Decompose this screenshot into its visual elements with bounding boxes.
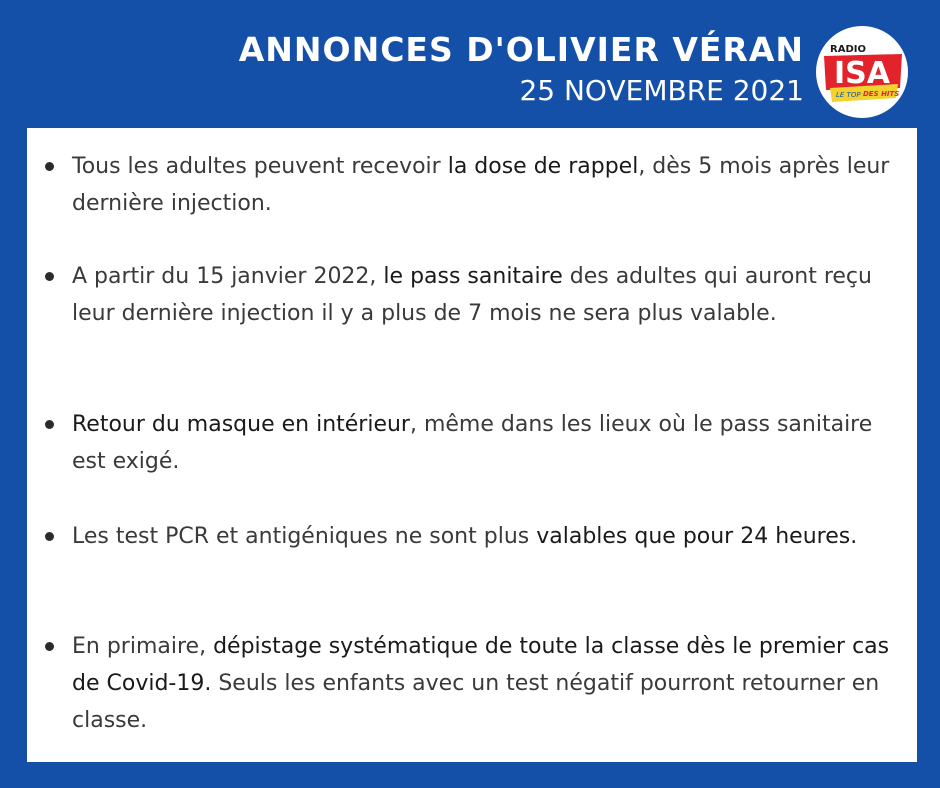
bullet-highlight: la dose de rappel (447, 154, 639, 179)
bullet-text (72, 258, 912, 332)
radio-isa-logo-graphic (816, 26, 908, 118)
header (0, 0, 940, 120)
radio-isa-logo (816, 26, 908, 118)
page-title: ANNONCES D'OLIVIER VÉRAN (238, 30, 804, 69)
bullet-text-part: , même dans les lieux où le pass sanitaire est exigé. (72, 412, 873, 474)
bullet-text (72, 628, 912, 739)
bullet-dot (45, 272, 54, 281)
bullet-highlight: Retour du masque en intérieur (72, 412, 410, 437)
bullet-text-part: En primaire, (72, 634, 214, 659)
logo-tagline-a: LE TOP (836, 91, 861, 99)
announcements-card (27, 128, 917, 762)
bullet-highlight: valables que pour 24 heures. (536, 524, 858, 549)
bullet-text-part: A partir du 15 janvier 2022, (72, 264, 384, 289)
bullet-text-part: , dès 5 mois après leur dernière injection. (72, 154, 890, 216)
bullet-text-part: Seuls les enfants avec un test négatif pourront retourner en classe. (72, 671, 880, 733)
bullet-text-part: Tous les adultes peuvent recevoir (72, 154, 448, 179)
bullet-dot (45, 532, 54, 541)
bullet-text-part: Les test PCR et antigéniques ne sont plus (72, 524, 537, 549)
logo-isa-text: ISA (834, 56, 890, 91)
page-date: 25 NOVEMBRE 2021 (519, 74, 804, 107)
bullet-dot (45, 162, 54, 171)
bullet-text-part: des adultes qui auront reçu leur dernière injection il y a plus de 7 mois ne sera plus valable. (72, 264, 872, 326)
bullet-highlight: le pass sanitaire (383, 264, 563, 289)
bullet-dot (45, 642, 54, 651)
bullet-highlight: dépistage systématique de toute la classe dès le premier cas de Covid-19. (72, 634, 890, 696)
logo-tagline-b: DES HITS (863, 90, 900, 98)
bullet-text (72, 406, 912, 480)
bullet-text (72, 148, 912, 222)
bullet-text (72, 518, 912, 555)
logo-radio-text: RADIO (830, 44, 866, 55)
bullet-dot (45, 420, 54, 429)
